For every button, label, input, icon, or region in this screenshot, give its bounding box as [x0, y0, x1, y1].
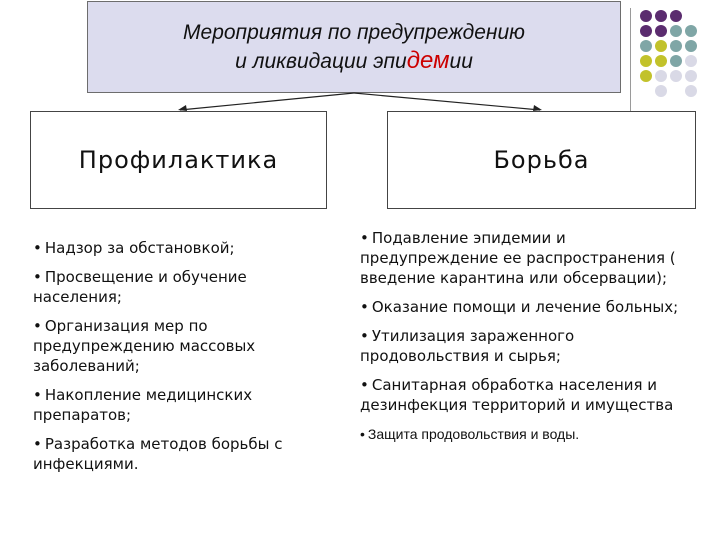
list-item: • Санитарная обработка населения и дезинфекция территорий и имущества — [360, 375, 680, 415]
list-item: • Надзор за обстановкой; — [33, 238, 338, 258]
list-item: • Просвещение и обучение населения; — [33, 267, 338, 307]
list-item: • Накопление медицинских препаратов; — [33, 385, 338, 425]
response-list — [360, 228, 680, 453]
list-item: • Оказание помощи и лечение больных; — [360, 297, 680, 317]
list-item: • Подавление эпидемии и предупреждение ее распространения ( введение карантина или обсервации); — [360, 228, 680, 288]
list-item: • Утилизация зараженного продовольствия и сырья; — [360, 326, 680, 366]
prevention-list — [33, 238, 338, 483]
title-line-1: Мероприятия по предупреждению — [183, 20, 525, 44]
title-line-2-end: ии — [449, 49, 473, 73]
response-heading: Борьба — [493, 146, 590, 174]
title-highlight: дем — [406, 46, 450, 74]
list-item: • Организация мер по предупреждению массовых заболеваний; — [33, 316, 338, 376]
title-line-2-start: и ликвидации эпи — [235, 49, 407, 73]
arrow-to-right — [354, 93, 540, 110]
arrow-to-left — [180, 93, 354, 110]
prevention-box — [30, 111, 327, 209]
response-box — [387, 111, 696, 209]
list-item: • Защита продовольствия и воды. — [360, 424, 680, 444]
list-item: • Разработка методов борьбы с инфекциями. — [33, 434, 338, 474]
prevention-heading: Профилактика — [78, 146, 279, 174]
